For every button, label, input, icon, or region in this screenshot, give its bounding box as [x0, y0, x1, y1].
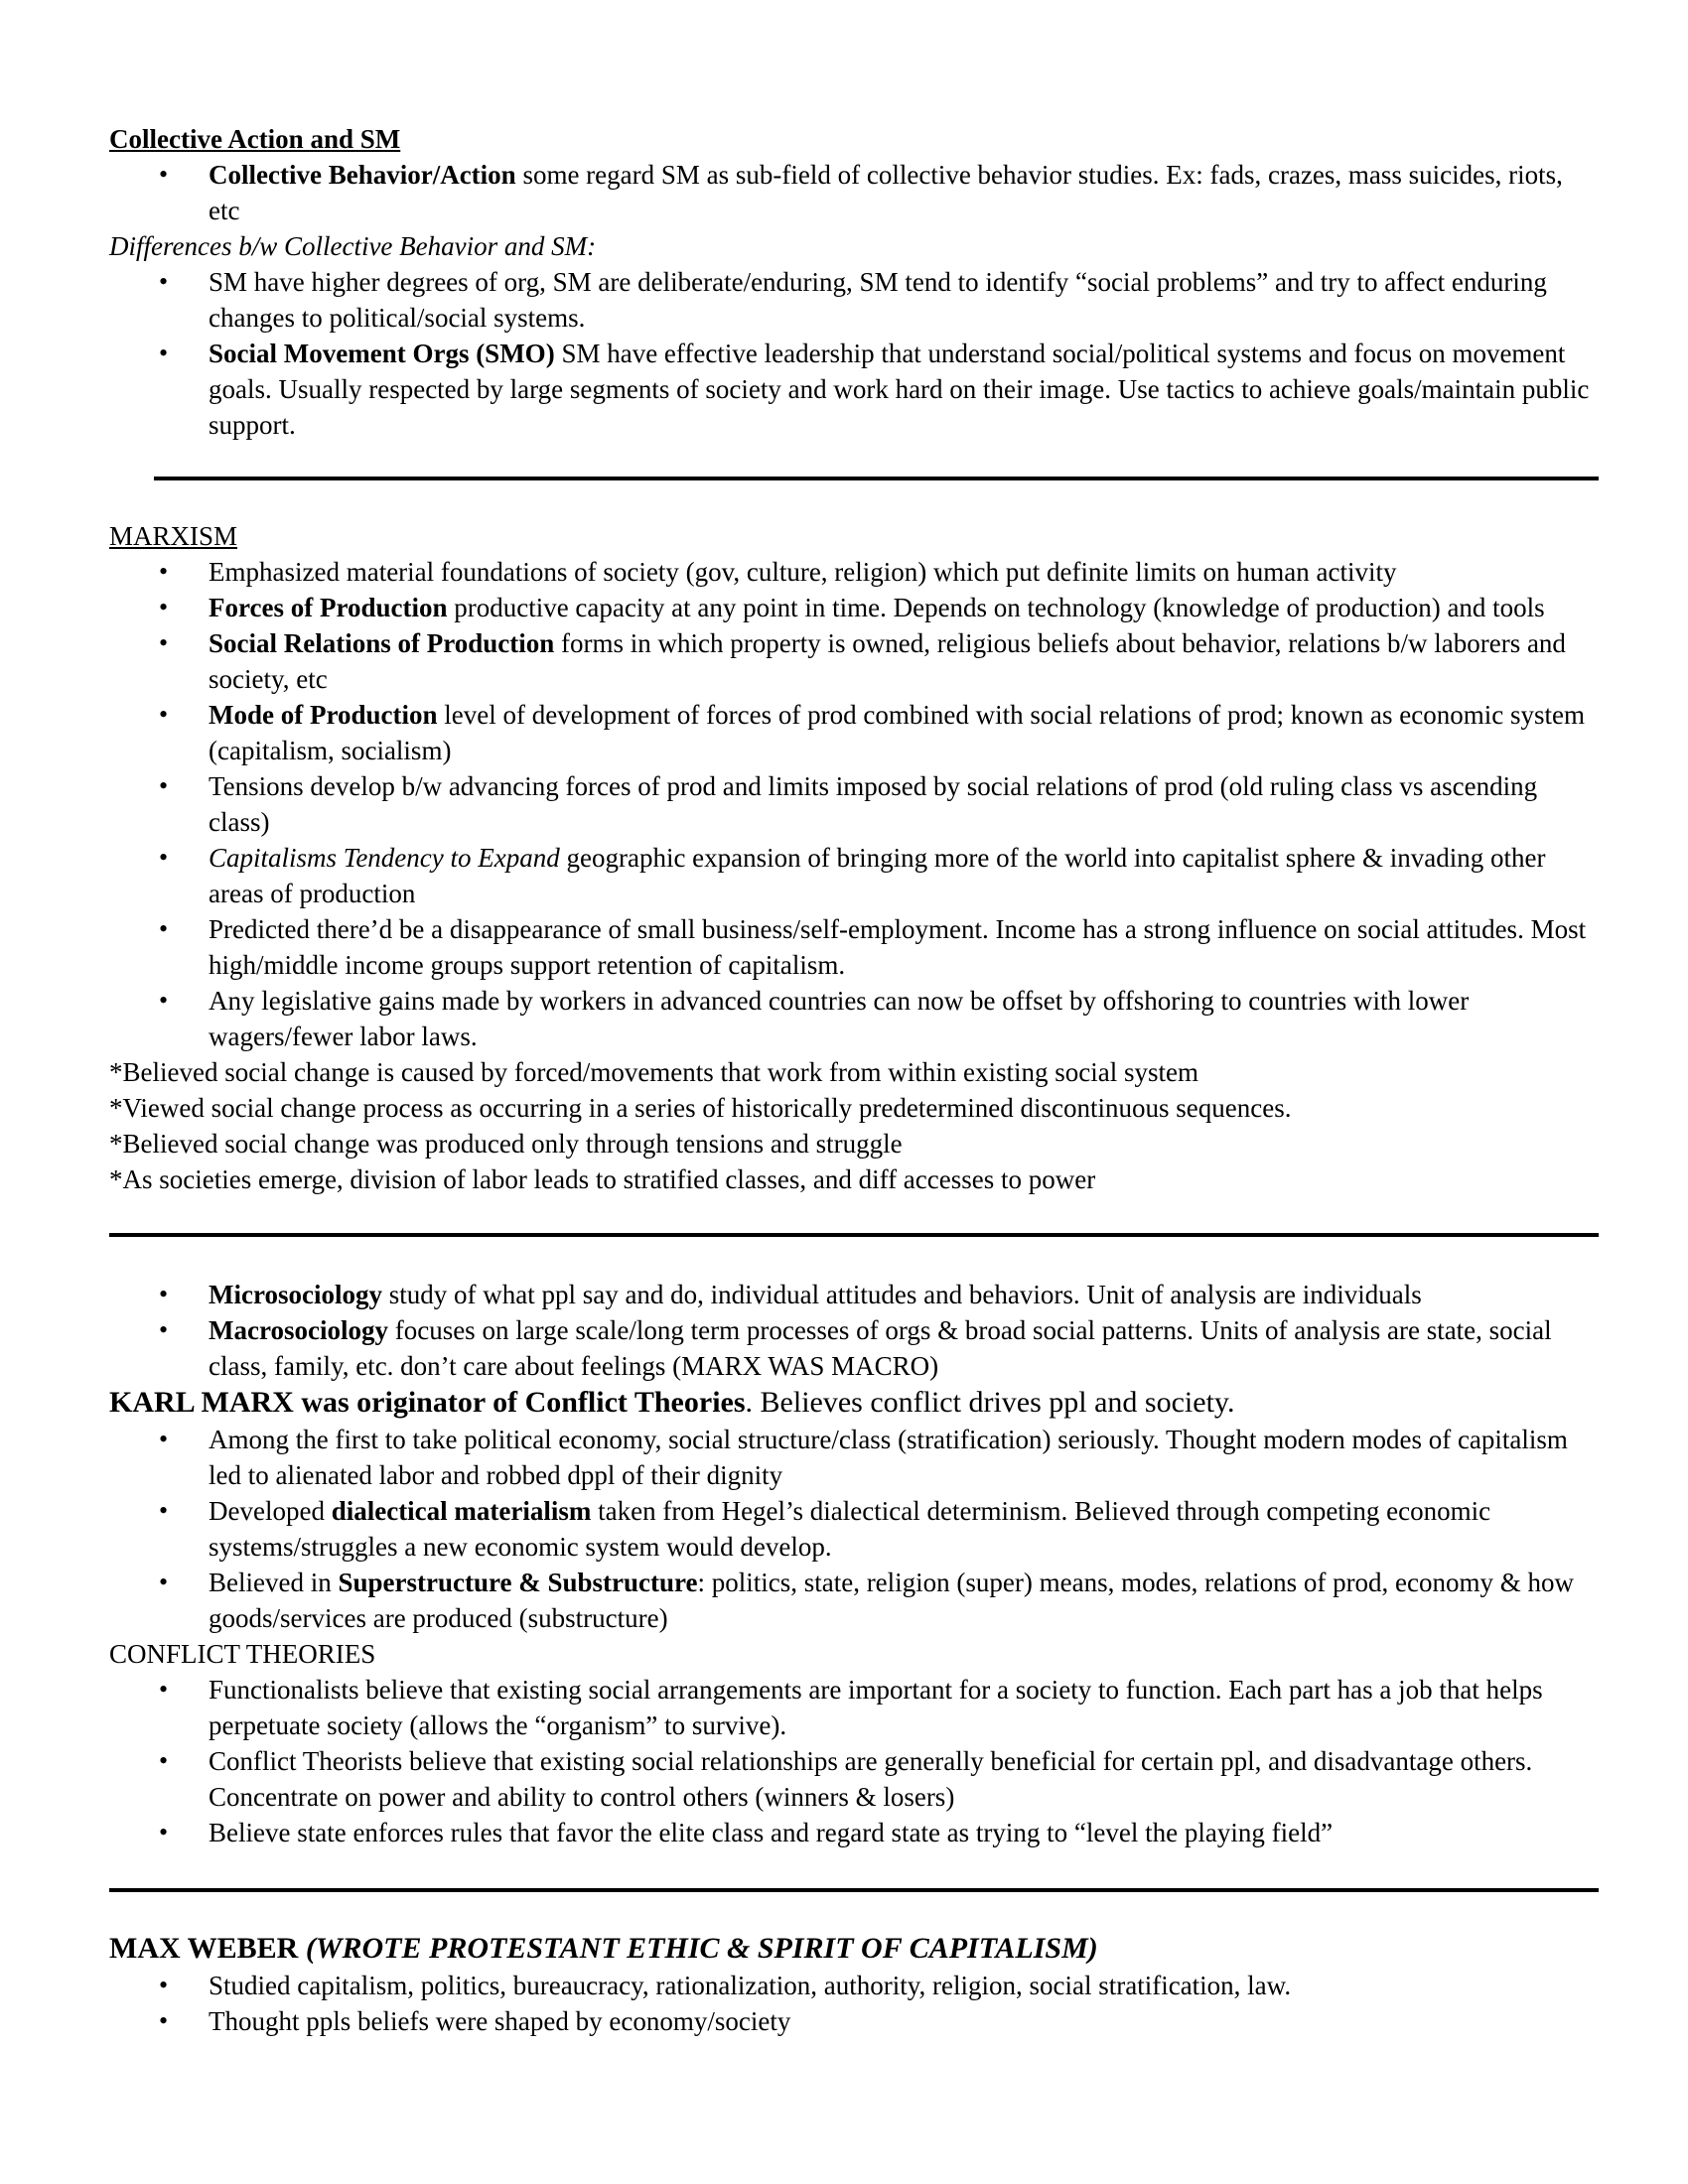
list-item [209, 911, 1599, 983]
max-weber-list [109, 1968, 1599, 2039]
list-item [209, 157, 1599, 228]
karl-marx-heading: KARL MARX was originator of Conflict Theories [109, 1386, 746, 1419]
definition-text: Any legislative gains made by workers in advanced countries can now be offset by offshoring to countries with lower wagers/fewer labor laws. [209, 986, 1470, 1051]
list-item [209, 1672, 1599, 1743]
definition-text: study of what ppl say and do, individual attitudes and behaviors. Unit of analysis are individuals [381, 1280, 1422, 1309]
list-item [209, 840, 1599, 911]
section-divider [109, 1888, 1599, 1892]
definition-text: SM have higher degrees of org, SM are deliberate/enduring, SM tend to identify “social problems” and try to affect enduring changes to political/social systems. [209, 267, 1547, 333]
definition-text: level of development of forces of prod combined with social relations of prod; known as economic system (capitalism, socialism) [209, 700, 1585, 765]
conflict-theories-heading: CONFLICT THEORIES [109, 1639, 376, 1669]
term-dialectical-materialism: dialectical materialism [331, 1496, 592, 1526]
list-item [209, 1493, 1599, 1565]
definition-text: taken from Hegel’s dialectical determinism. Believed through competing economic systems/struggles a new economic system would develop. [209, 1496, 1491, 1562]
list-item [209, 1312, 1599, 1384]
karl-marx-list [109, 1422, 1599, 1636]
marxism-heading: MARXISM [109, 521, 238, 551]
list-item [209, 1277, 1599, 1312]
section-divider [154, 477, 1599, 480]
karl-marx-line [109, 1384, 1599, 1422]
list-item [209, 1815, 1599, 1850]
definition-text: Studied capitalism, politics, bureaucracy, rationalization, authority, religion, social stratification, law. [209, 1971, 1292, 2000]
list-item [209, 697, 1599, 768]
definition-text: SM have effective leadership that understand social/political systems and focus on movement goals. Usually respected by large segments of society and work hard on their image. Use tactics to achieve goals/maintain public support. [209, 339, 1590, 440]
term-collective-behavior: Collective Behavior/Action [209, 160, 516, 190]
definition-text: Thought ppls beliefs were shaped by economy/society [209, 2006, 791, 2036]
note-line: *Believed social change is caused by forced/movements that work from within existing social system [109, 1057, 1198, 1087]
karl-marx-text: . Believes conflict drives ppl and society. [745, 1386, 1235, 1419]
list-item [209, 264, 1599, 336]
term-mode-of-production: Mode of Production [209, 700, 438, 730]
list-item [209, 768, 1599, 840]
note-line: *Viewed social change process as occurring in a series of historically predetermined discontinuous sequences. [109, 1093, 1292, 1123]
differences-subheading: Differences b/w Collective Behavior and SM: [109, 231, 597, 261]
definition-text: Predicted there’d be a disappearance of small business/self-employment. Income has a strong influence on social attitudes. Most high/middle income groups support retention of capitalism. [209, 914, 1587, 980]
list-item [209, 1565, 1599, 1636]
list-item [209, 1743, 1599, 1815]
definition-text: : politics, state, religion (super) means, modes, relations of prod, economy & how goods/services are produced (substructure) [209, 1568, 1575, 1633]
max-weber-heading [109, 1930, 1599, 1968]
conflict-theories-list [109, 1672, 1599, 1850]
collective-action-heading: Collective Action and SM [109, 124, 401, 154]
term-superstructure: Superstructure & Substructure [338, 1568, 698, 1597]
definition-text: Conflict Theorists believe that existing social relationships are generally beneficial for certain ppl, and disadvantage others. Concentrate on power and ability to control others (winners & losers) [209, 1746, 1533, 1812]
definition-text: forms in which property is owned, religious beliefs about behavior, relations b/w laborers and society, etc [209, 628, 1566, 694]
list-item [209, 336, 1599, 443]
definition-text: Tensions develop b/w advancing forces of prod and limits imposed by social relations of prod (old ruling class vs ascending class) [209, 771, 1538, 837]
max-weber-name: MAX WEBER [109, 1932, 306, 1965]
term-capitalisms-tendency: Capitalisms Tendency to Expand [209, 843, 560, 873]
definition-text: Believe state enforces rules that favor the elite class and regard state as trying to “level the playing field” [209, 1818, 1334, 1847]
term-forces-of-production: Forces of Production [209, 593, 448, 622]
collective-action-list [109, 157, 1599, 228]
list-item [209, 1422, 1599, 1493]
definition-text: Emphasized material foundations of society (gov, culture, religion) which put definite limits on human activity [209, 557, 1397, 587]
list-item [209, 983, 1599, 1054]
definition-text: geographic expansion of bringing more of the world into capitalist sphere & invading other areas of production [209, 843, 1546, 908]
list-item [209, 625, 1599, 697]
definition-text: focuses on large scale/long term processes of orgs & broad social patterns. Units of analysis are state, social class, family, etc. don’t care about feelings (MARX WAS MACRO) [209, 1315, 1552, 1381]
differences-list [109, 264, 1599, 443]
section-divider [109, 1233, 1599, 1237]
definition-text: Among the first to take political economy, social structure/class (stratification) seriously. Thought modern modes of capitalism led to alienated labor and robbed dppl of their dignity [209, 1425, 1568, 1490]
list-item [209, 554, 1599, 590]
note-line: *Believed social change was produced only through tensions and struggle [109, 1129, 903, 1159]
list-item [209, 590, 1599, 625]
list-item [209, 2003, 1599, 2039]
term-microsociology: Microsociology [209, 1280, 382, 1309]
definition-text: productive capacity at any point in time. Depends on technology (knowledge of production) and tools [447, 593, 1545, 622]
max-weber-subtitle: (WROTE PROTESTANT ETHIC & SPIRIT OF CAPITALISM) [305, 1932, 1098, 1965]
marxism-list [109, 554, 1599, 1054]
term-macrosociology: Macrosociology [209, 1315, 388, 1345]
definition-text: Believed in [209, 1568, 339, 1597]
document-page [109, 121, 1599, 2039]
definition-text: Functionalists believe that existing social arrangements are important for a society to function. Each part has a job that helps perpetuate society (allows the “organism” to survive). [209, 1675, 1543, 1740]
note-line: *As societies emerge, division of labor leads to stratified classes, and diff accesses to power [109, 1164, 1096, 1194]
term-smo: Social Movement Orgs (SMO) [209, 339, 555, 368]
definition-text: some regard SM as sub-field of collective behavior studies. Ex: fads, crazes, mass suicides, riots, etc [209, 160, 1563, 225]
list-item [209, 1968, 1599, 2003]
sociology-list [109, 1277, 1599, 1384]
definition-text: Developed [209, 1496, 332, 1526]
term-social-relations: Social Relations of Production [209, 628, 555, 658]
